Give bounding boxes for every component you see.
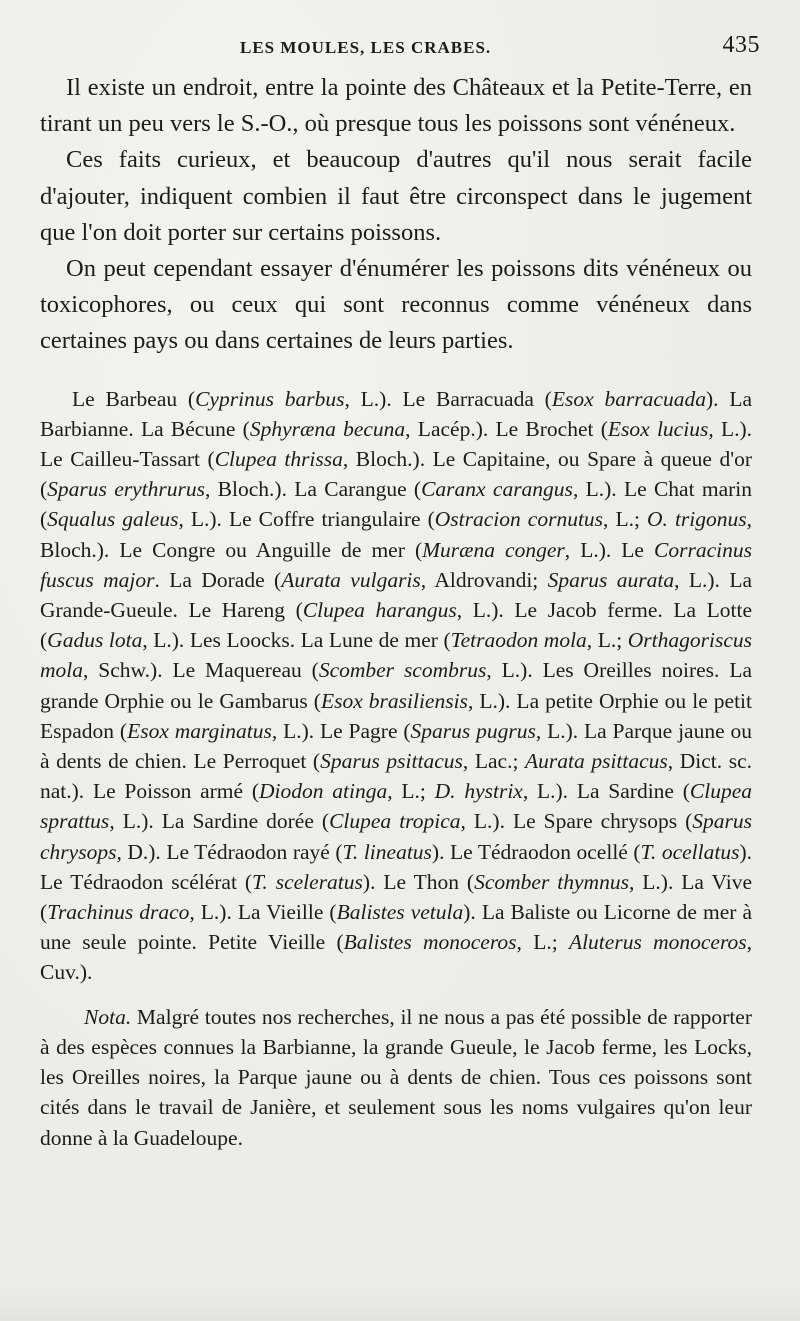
fish-list-text: , L.). Le Jacob ferme. La Lotte ( — [40, 598, 753, 653]
species-name: T. lineatus — [342, 839, 432, 864]
species-name: Clupea sprattus — [40, 779, 753, 834]
fish-list-text: , L.). Le Spare chrysops ( — [460, 809, 693, 834]
species-name: Sparus psittacus — [320, 749, 463, 774]
species-name: Corracinus fuscus major — [40, 537, 752, 592]
species-name: Gadus lota — [47, 628, 143, 653]
nota-section — [40, 1002, 752, 1153]
species-name: Trachinus draco — [47, 900, 190, 925]
fish-list-text: ). Le Thon ( — [362, 869, 475, 894]
species-name: Balistes vetula — [336, 900, 464, 925]
fish-list-text: , Cuv.). — [40, 930, 753, 985]
species-name: Esox barracuada — [551, 386, 706, 411]
fish-list-text: . La Dorade ( — [154, 567, 282, 592]
species-name: Aurata vulgaris — [281, 567, 421, 592]
species-name: Esox brasiliensis — [320, 688, 468, 713]
species-name: Aurata psittacus — [525, 749, 668, 774]
species-name: Esox lucius — [607, 416, 709, 441]
fish-list-text: , L.). La petite Orphie ou le petit Espadon ( — [40, 688, 752, 743]
running-title: LES MOULES, LES CRABES. — [240, 38, 492, 57]
fish-list-text: ). La Baliste ou Licorne de mer à une seule pointe. Petite Vieille ( — [40, 900, 752, 955]
fish-list-text: , Dict. sc. nat.). Le Poisson armé ( — [40, 749, 753, 804]
species-name: Squalus galeus — [47, 507, 179, 532]
fish-list-text: , L.). Les Oreilles noires. La grande Orphie ou le Gambarus ( — [40, 658, 752, 713]
species-name: Caranx carangus — [421, 477, 573, 502]
species-name: Clupea thrissa — [214, 447, 343, 472]
species-name: Cyprinus barbus — [195, 386, 345, 411]
nota-text: Malgré toutes nos recherches, il ne nous a pas été possible de rapporter à des espèces connues la Barbianne, la grande Gueule, le Jacob ferme, les Locks, les Oreilles noires, la Parque jaune ou à dents de chien. Tous ces poissons sont cités dans le travail de Janière, et seulement sous les noms vulgaires qu'on leur donne à la Guadeloupe. — [40, 1004, 752, 1150]
species-name: Clupea harangus — [302, 598, 457, 623]
fish-list-text: , L.; — [603, 507, 647, 532]
fish-list-text: ). Le Tédraodon ocellé ( — [431, 839, 641, 864]
fish-list-text: , L.). Les Loocks. La Lune de mer ( — [142, 628, 451, 653]
fish-list-text: , D.). Le Tédraodon rayé ( — [116, 839, 343, 864]
fish-list-text: , L.). La Sardine ( — [522, 779, 690, 804]
species-name: Muræna conger — [422, 537, 565, 562]
paragraph: Il existe un endroit, entre la pointe des Châteaux et la Petite-Terre, en tirant un peu vers le S.-O., où presque tous les poissons sont vénéneux. — [40, 74, 752, 138]
fish-list-text: , L.). La Vieille ( — [189, 900, 337, 925]
species-name: Sparus erythrurus — [47, 477, 205, 502]
fish-list-text: , L.). La Parque jaune ou à dents de chien. Le Perroquet ( — [40, 718, 752, 774]
species-name: T. ocellatus — [640, 839, 740, 864]
fish-list-text: , Bloch.). Le Congre ou Anguille de mer ( — [40, 507, 753, 562]
body-text — [40, 70, 752, 360]
paragraph: On peut cependant essayer d'énumérer les poissons dits vénéneux ou toxicophores, ou ceux qui sont reconnus comme vénéneux dans certaines pays ou dans certaines de leurs parties. — [40, 255, 752, 355]
fish-list-text: , Bloch.). Le Capitaine, ou Spare à queue d'or ( — [40, 447, 752, 502]
fish-list-text: , L.). Le Coffre triangulaire ( — [178, 507, 435, 532]
species-name: O. trigonus — [647, 507, 747, 532]
fish-list-text: ). Le Tédraodon scélérat ( — [40, 839, 752, 894]
paragraph: Ces faits curieux, et beaucoup d'autres qu'il nous serait facile d'ajouter, indiquent combien il faut être circonspect dans le jugement que l'on doit porter sur certains poissons. — [40, 146, 752, 246]
fish-list-text: , L.). Le Cailleu-Tassart ( — [40, 416, 753, 472]
page-number: 435 — [722, 32, 760, 58]
fish-list-text: , L.). La Vive ( — [40, 869, 752, 925]
fish-list-text: , L.). Le Chat marin ( — [40, 477, 753, 532]
nota-paragraph — [40, 1002, 752, 1153]
fish-list-paragraph — [40, 384, 752, 988]
species-name: Esox marginatus — [127, 718, 272, 743]
fish-list-text: , L.). La Sardine dorée ( — [109, 809, 330, 834]
fish-list-text: ). La Barbianne. La Bécune ( — [40, 386, 753, 441]
species-name: Sphyræna becuna — [249, 416, 406, 441]
fish-list-text: , Lac.; — [462, 749, 526, 774]
species-name: Sparus chrysops — [40, 809, 752, 864]
species-name: Sparus aurata — [547, 567, 675, 592]
fish-list-text: , L.; — [516, 930, 569, 955]
fish-list-text: , L.). Le Pagre ( — [271, 718, 411, 743]
fish-list-text: , L.; — [586, 628, 628, 653]
species-name: Ostracion cornutus — [434, 507, 604, 532]
fish-list-text: , Lacép.). Le Brochet ( — [405, 416, 608, 441]
page-bleed-shadow — [0, 1281, 800, 1321]
species-name: Scomber thymnus — [474, 869, 629, 894]
species-name: D. hystrix — [434, 779, 523, 804]
species-name: Diodon atinga — [259, 779, 388, 804]
nota-label: Nota. — [84, 1004, 132, 1029]
species-name: Sparus pugrus — [410, 718, 536, 743]
fish-list-text: , Bloch.). La Carangue ( — [205, 477, 422, 502]
fish-list-text: , L.). La Grande-Gueule. Le Hareng ( — [40, 567, 753, 623]
fish-list-text: , L.). Le Barracuada ( — [344, 386, 552, 411]
fish-list-text: , L.). Le — [564, 537, 655, 562]
species-name: Scomber scombrus — [318, 658, 487, 683]
species-name: Tetraodon mola — [450, 628, 587, 653]
species-name: Clupea tropica — [329, 809, 461, 834]
fish-list — [40, 384, 752, 988]
page-header — [40, 32, 760, 70]
species-name: Orthagoriscus mola — [40, 628, 752, 683]
fish-list-text: Le Barbeau ( — [72, 386, 196, 411]
fish-list-text: , Schw.). Le Maquereau ( — [83, 658, 319, 683]
fish-list-text: , Aldrovandi; — [420, 567, 548, 592]
species-name: Balistes monoceros — [343, 930, 517, 955]
species-name: T. sceleratus — [252, 869, 363, 894]
species-name: Aluterus monoceros — [568, 930, 747, 955]
fish-list-text: , L.; — [387, 779, 435, 804]
